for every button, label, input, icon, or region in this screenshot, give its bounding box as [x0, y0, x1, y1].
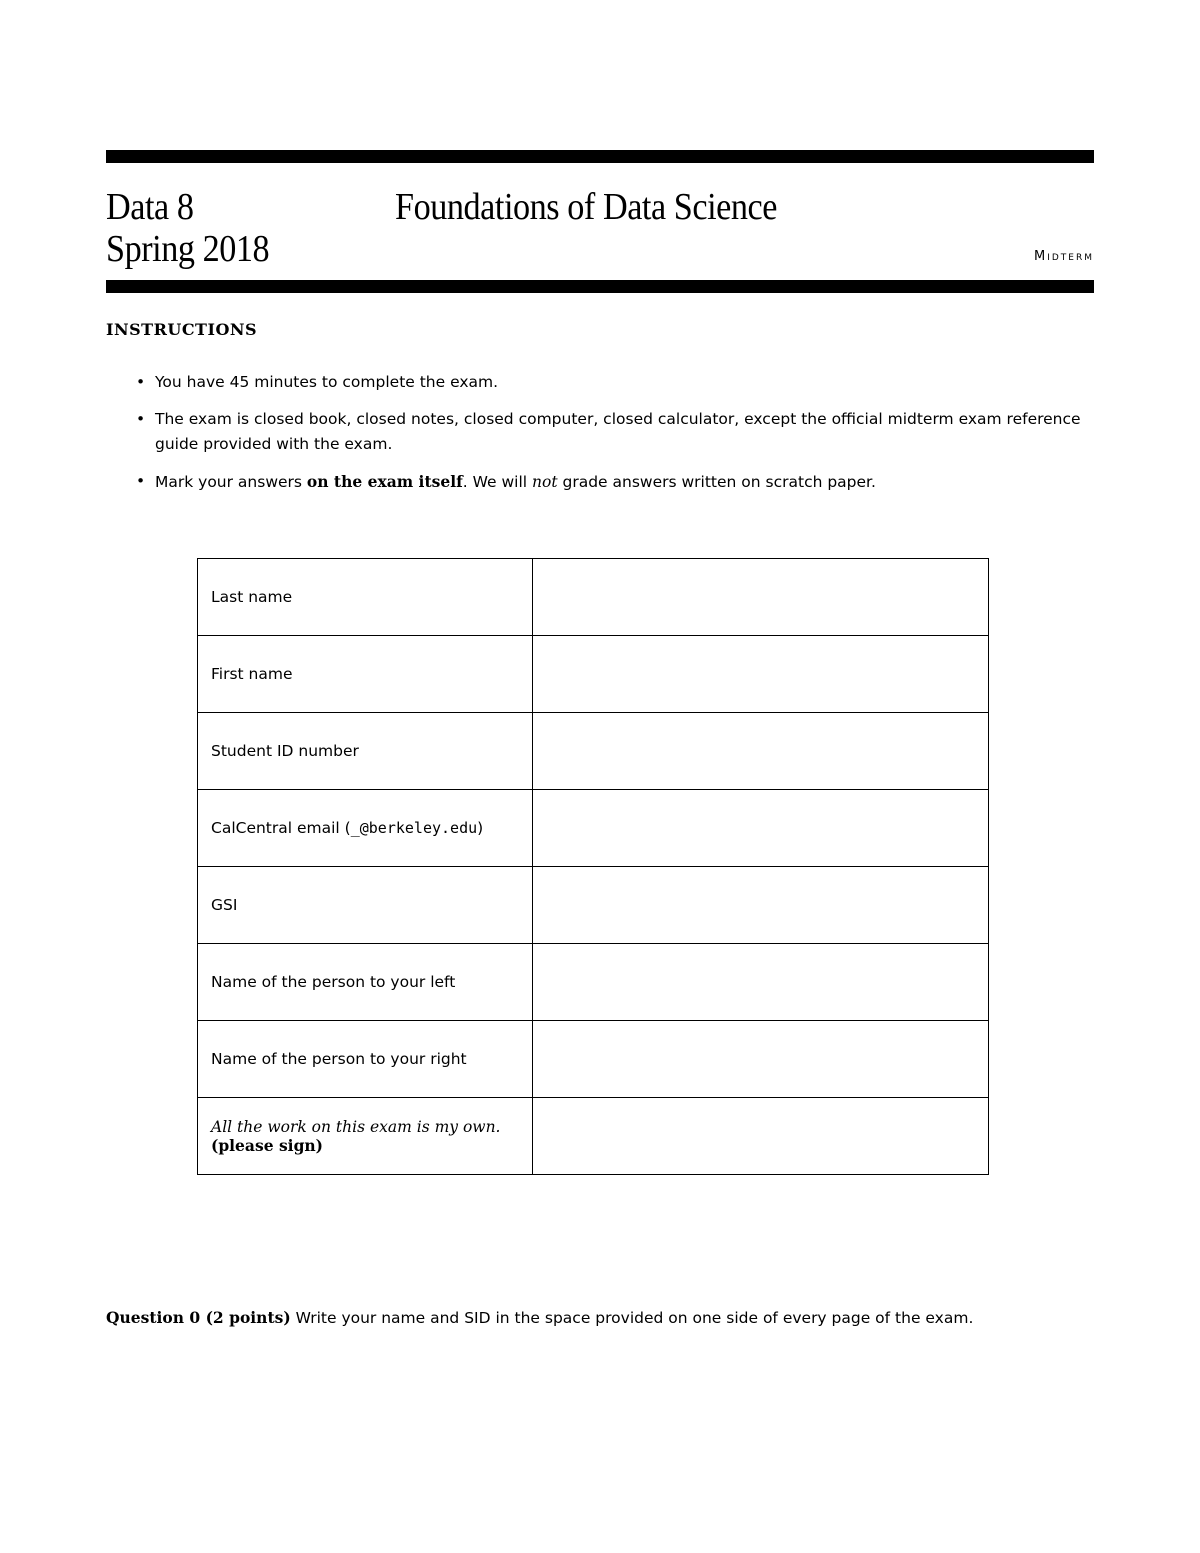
form-label: GSI — [198, 867, 533, 944]
form-row-student-id — [198, 713, 989, 790]
email-label-close: ) — [477, 819, 484, 837]
email-domain: _@berkeley.edu — [350, 819, 478, 837]
instruction-text: The exam is closed book, closed notes, closed computer, closed calculator, except the official midterm exam reference guide provided with the exam. — [155, 410, 1081, 453]
student-info-table — [197, 558, 989, 1175]
signature-field[interactable] — [533, 1098, 989, 1175]
form-row-right-person — [198, 1021, 989, 1098]
form-label: Student ID number — [198, 713, 533, 790]
student-id-field[interactable] — [533, 713, 989, 790]
exam-kind: Midterm — [1033, 249, 1094, 264]
form-label: Last name — [198, 559, 533, 636]
form-label — [198, 790, 533, 867]
signature-prompt: (please sign) — [211, 1135, 324, 1155]
form-row-last-name — [198, 559, 989, 636]
instruction-text: . We will — [462, 473, 533, 491]
instruction-text: You have 45 minutes to complete the exam. — [155, 373, 499, 391]
form-label: First name — [198, 636, 533, 713]
question-text: Write your name and SID in the space provided on one side of every page of the exam. — [290, 1309, 974, 1327]
instruction-item — [130, 469, 1094, 495]
instruction-item — [130, 370, 1094, 395]
left-person-field[interactable] — [533, 944, 989, 1021]
header-bottom-rule — [106, 280, 1094, 293]
last-name-field[interactable] — [533, 559, 989, 636]
instruction-item — [130, 407, 1094, 457]
instruction-text: grade answers written on scratch paper. — [557, 473, 876, 491]
instructions-list — [130, 370, 1094, 507]
question-0 — [106, 1308, 1106, 1327]
header-top-rule — [106, 150, 1094, 163]
email-label-text: CalCentral email ( — [211, 819, 351, 837]
email-field[interactable] — [533, 790, 989, 867]
right-person-field[interactable] — [533, 1021, 989, 1098]
form-label: Name of the person to your right — [198, 1021, 533, 1098]
course-name: Data 8 — [106, 186, 194, 228]
form-row-email — [198, 790, 989, 867]
form-row-first-name — [198, 636, 989, 713]
instructions-heading: INSTRUCTIONS — [106, 320, 258, 339]
first-name-field[interactable] — [533, 636, 989, 713]
form-label — [198, 1098, 533, 1175]
form-row-signature — [198, 1098, 989, 1175]
course-title: Foundations of Data Science — [395, 186, 778, 228]
signature-statement: All the work on this exam is my own. — [211, 1117, 501, 1136]
course-term: Spring 2018 — [106, 228, 270, 270]
form-row-gsi — [198, 867, 989, 944]
gsi-field[interactable] — [533, 867, 989, 944]
instruction-text: Mark your answers — [155, 473, 307, 491]
instruction-emphasis-italic: not — [532, 473, 558, 491]
form-label: Name of the person to your left — [198, 944, 533, 1021]
question-label: Question 0 (2 points) — [106, 1308, 291, 1327]
instruction-emphasis: on the exam itself — [306, 472, 463, 491]
form-row-left-person — [198, 944, 989, 1021]
